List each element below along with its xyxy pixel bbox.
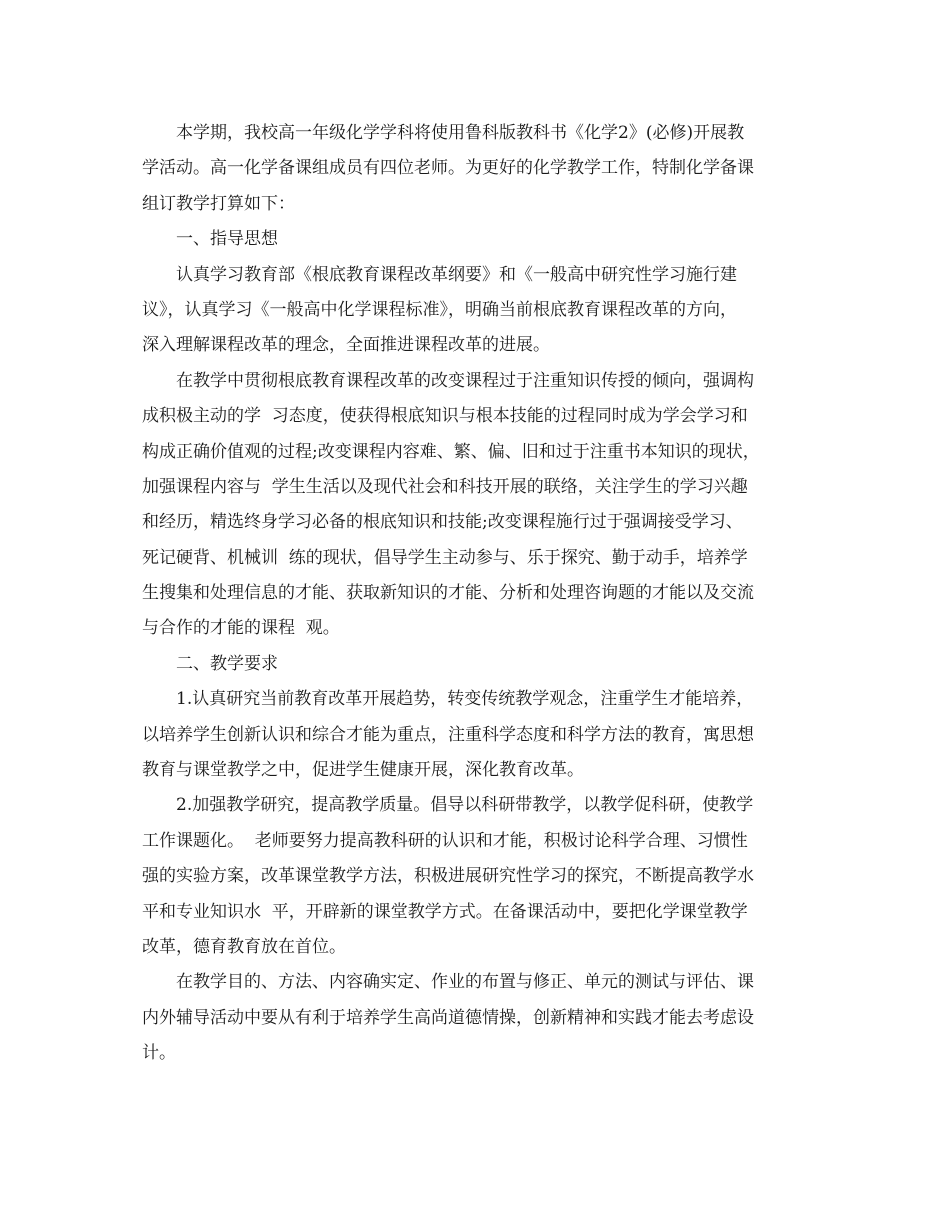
text-line: 内外辅导活动中要从有利于培养学生高尚道德情操，创新精神和实践才能去考虑设 <box>142 1007 754 1028</box>
text-line: 深入理解课程改革的理念，全面推进课程改革的进展。 <box>142 335 550 356</box>
text-line: 生搜集和处理信息的才能、获取新知识的才能、分析和处理咨询题的才能以及交流 <box>142 583 754 604</box>
text-line: 议》，认真学习《一般高中化学课程标准》，明确当前根底教育课程改革的方向， <box>142 299 737 320</box>
text-line: 组订教学打算如下： <box>142 193 295 214</box>
text-line: 死记硬背、机械训 练的现状，倡导学生主动参与、乐于探究、勤于动手，培养学 <box>142 547 748 568</box>
text-line: 学活动。高一化学备课组成员有四位老师。为更好的化学教学工作，特制化学备课 <box>142 158 754 179</box>
text-line: 1.认真研究当前教育改革开展趋势，转变传统教学观念，注重学生才能培养， <box>176 689 754 710</box>
text-line: 计。 <box>142 1043 176 1064</box>
text-line: 一、指导思想 <box>176 229 278 250</box>
text-line: 成积极主动的学 习态度，使获得根底知识与根本技能的过程同时成为学会学习和 <box>142 406 748 427</box>
text-line: 改革，德育教育放在首位。 <box>142 936 346 957</box>
text-line: 在教学中贯彻根底教育课程改革的改变课程过于注重知识传授的倾向，强调构 <box>176 370 754 391</box>
text-line: 教育与课堂教学之中，促进学生健康开展，深化教育改革。 <box>142 760 584 781</box>
text-line: 2.加强教学研究，提高教学质量。倡导以科研带教学，以教学促科研，使教学 <box>176 795 754 816</box>
text-line: 本学期，我校高一年级化学学科将使用鲁科版教科书《化学2》(必修)开展教 <box>176 123 745 143</box>
text-line: 平和专业知识水 平，开辟新的课堂教学方式。在备课活动中，要把化学课堂教学 <box>142 901 748 922</box>
text-line: 强的实验方案，改革课堂教学方法，积极进展研究性学习的探究，不断提高教学水 <box>142 866 754 887</box>
text-line: 和经历，精选终身学习必备的根底知识和技能;改变课程施行过于强调接受学习、 <box>142 512 743 533</box>
document-body <box>142 116 822 1072</box>
text-line: 与合作的才能的课程 观。 <box>142 618 340 639</box>
text-line: 构成正确价值观的过程;改变课程内容难、繁、偏、旧和过于注重书本知识的现状， <box>142 441 760 462</box>
text-line: 工作课题化。 老师要努力提高教科研的认识和才能，积极讨论科学合理、习惯性 <box>142 830 748 851</box>
text-line: 二、教学要求 <box>176 653 278 674</box>
text-line: 加强课程内容与 学生生活以及现代社会和科技开展的联络，关注学生的学习兴趣 <box>142 476 748 497</box>
text-line: 认真学习教育部《根底教育课程改革纲要》和《一般高中研究性学习施行建 <box>176 264 737 285</box>
text-line: 在教学目的、方法、内容确实定、作业的布置与修正、单元的测试与评估、课 <box>176 972 754 993</box>
text-line: 以培养学生创新认识和综合才能为重点，注重科学态度和科学方法的教育，寓思想 <box>142 724 754 745</box>
